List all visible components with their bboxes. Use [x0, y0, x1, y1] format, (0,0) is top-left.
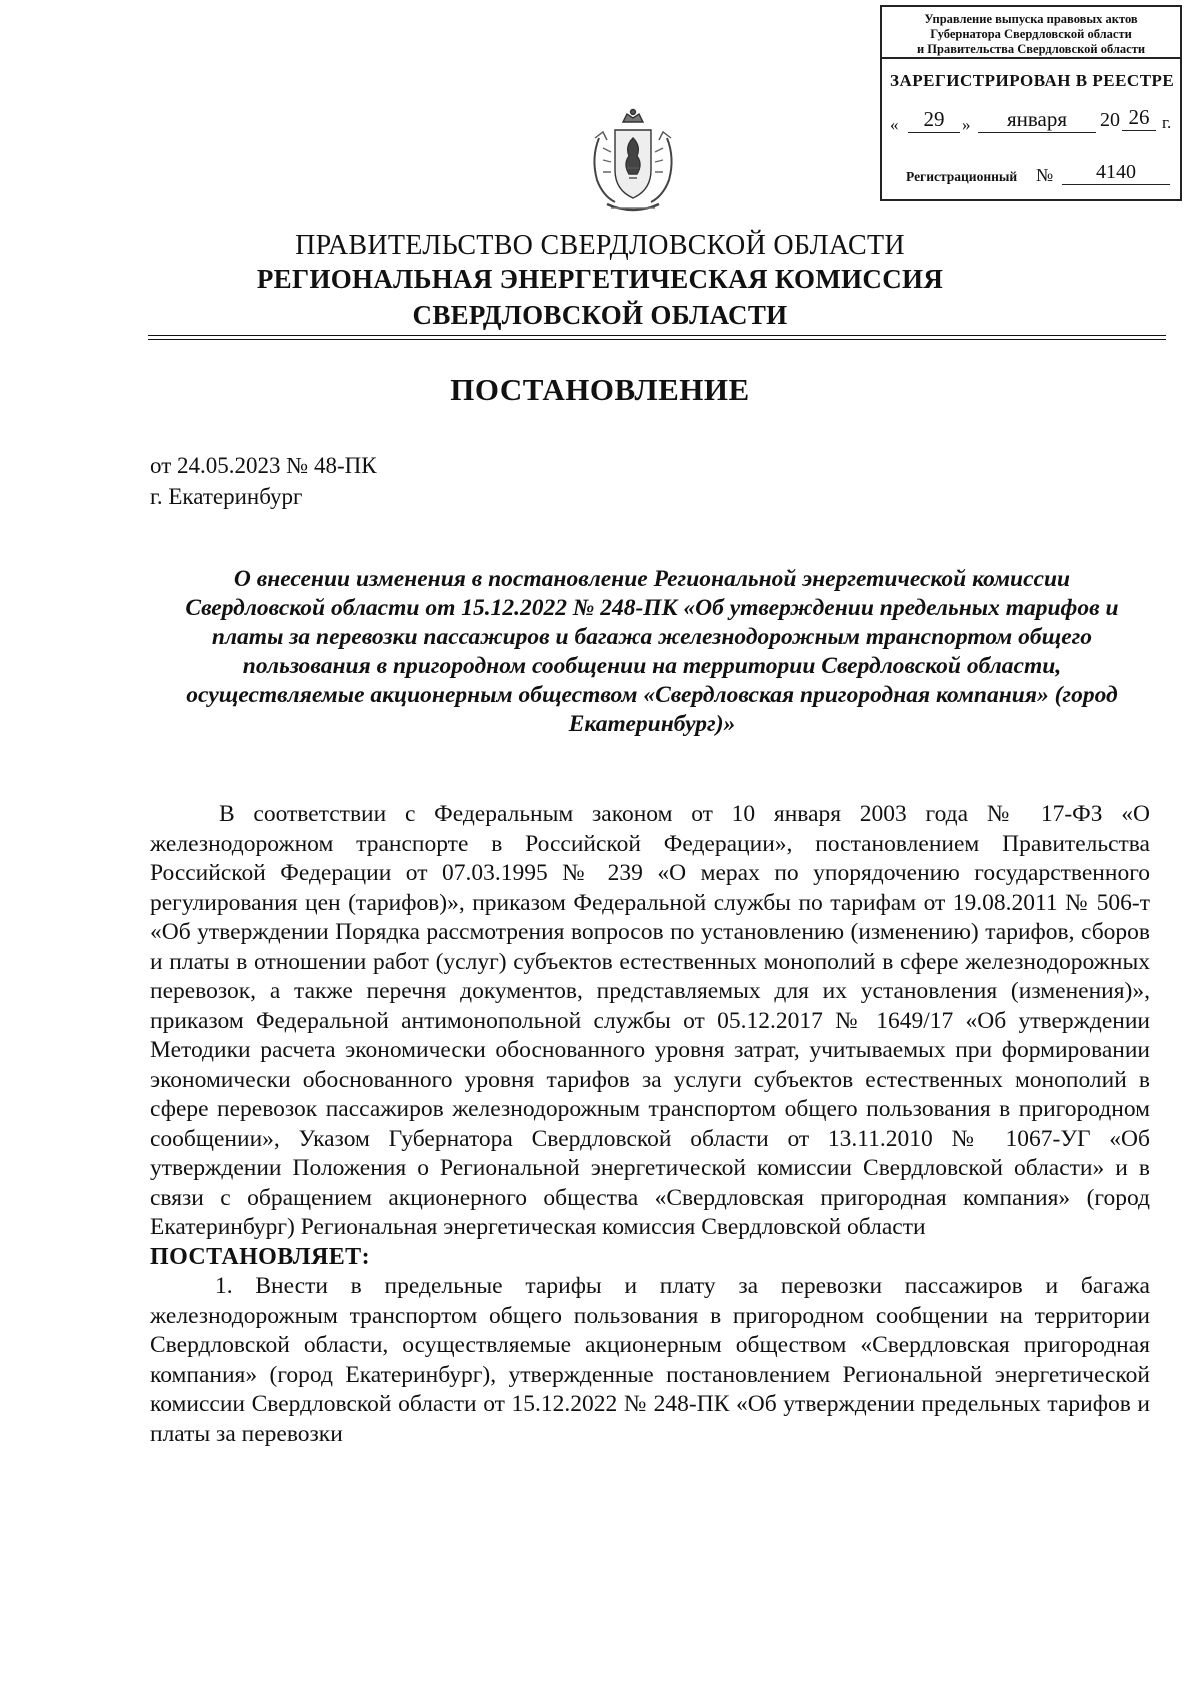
stamp-year-mark: г.: [1162, 113, 1172, 132]
stamp-number-sign: №: [1036, 165, 1054, 185]
preamble-paragraph: В соответствии с Федеральным законом от 10 января 2003 года № 17-ФЗ «О железнодорожном транспорте в Российской Федерации», постановлением Правительства Российской Федерации от 07.03.1995 № 239 «О мерах по упорядочению государственного регулирования цен (тарифов)», приказом Федеральной службы по тарифам от 19.08.2011 № 506-т «Об утверждении Порядка рассмотрения вопросов по установлению (изменению) тарифов, сборов и платы в отношении работ (услуг) субъектов естественных монополий в сфере железнодорожных перевозок, а также перечня документов, представляемых для их установления (изменения)», приказом Федеральной антимонопольной службы от 05.12.2017 № 1649/17 «Об утверждении Методики расчета экономически обоснованного уровня затрат, учитываемых при формировании экономически обоснованного уровня тарифов за услуги субъектов естественных монополий в сфере перевозок пассажиров железнодорожным транспортом общего пользования в пригородном сообщении», Указом Губернатора Свердловской области от 13.11.2010 № 1067-УГ «Об утверждении Положения о Региональной энергетической комиссии Свердловской области» и в связи с обращением акционерного общества «Свердловская пригородная компания» (город Екатеринбург) Региональная энергетическая комиссия Свердловской области: [150, 801, 1150, 1240]
registration-stamp: [880, 5, 1182, 201]
document-city: г. Екатеринбург: [150, 484, 303, 509]
resolves-heading: ПОСТАНОВЛЯЕТ:: [150, 1243, 370, 1270]
commission-heading-line1: РЕГИОНАЛЬНАЯ ЭНЕРГЕТИЧЕСКАЯ КОМИССИЯ: [256, 264, 944, 294]
stamp-month: января: [978, 107, 1096, 133]
point-1-paragraph: 1. Внести в предельные тарифы и плату за перевозки пассажиров и багажа железнодорожным транспортом общего пользования в пригородном сообщении на территории Свердловской области, осуществляемые акционерным обществом «Свердловская пригородная компания» (город Екатеринбург), утвержденные постановлением Региональной энергетической комиссии Свердловской области от 15.12.2022 № 248-ПК «Об утверждении предельных тарифов и платы за перевозки: [150, 1273, 1150, 1447]
document-date-number: от 24.05.2023 № 48-ПК: [150, 453, 377, 478]
header-divider-thin: [148, 339, 1166, 340]
stamp-day: 29: [908, 107, 960, 133]
coat-of-arms-icon: [585, 108, 681, 216]
stamp-reg-label: Регистрационный: [906, 169, 1018, 184]
document-body: [150, 800, 1150, 1449]
stamp-reg-number: 4140: [1062, 161, 1170, 185]
stamp-date: [890, 105, 1174, 139]
document-subject: О внесении изменения в постановление Региональной энергетической комиссии Свердловской области от 15.12.2022 № 248-ПК «Об утверждении предельных тарифов и платы за перевозки пассажиров и багажа железнодорожным транспортом общего пользования в пригородном сообщении на территории Свердловской области, осуществляемые акционерным обществом «Свердловская пригородная компания» (город Екатеринбург)»: [185, 566, 1119, 737]
stamp-registered-label: ЗАРЕГИСТРИРОВАН В РЕЕСТРЕ: [890, 71, 1175, 90]
document-meta: [150, 450, 377, 512]
stamp-quote-open: «: [890, 115, 899, 134]
government-heading: ПРАВИТЕЛЬСТВО СВЕРДЛОВСКОЙ ОБЛАСТИ: [295, 230, 905, 261]
stamp-header-line2: Губернатора Свердловской области: [930, 27, 1132, 41]
stamp-year-suffix: 26: [1122, 105, 1156, 131]
commission-heading-line2: СВЕРДЛОВСКОЙ ОБЛАСТИ: [412, 300, 788, 330]
document-type-title: ПОСТАНОВЛЕНИЕ: [450, 372, 750, 407]
stamp-quote-close: »: [962, 115, 971, 134]
header-divider: [148, 335, 1166, 336]
stamp-header-line1: Управление выпуска правовых актов: [924, 12, 1138, 26]
stamp-header-line3: и Правительства Свердловской области: [916, 42, 1146, 56]
stamp-header: [882, 7, 1180, 59]
stamp-year-prefix: 20: [1100, 109, 1120, 131]
